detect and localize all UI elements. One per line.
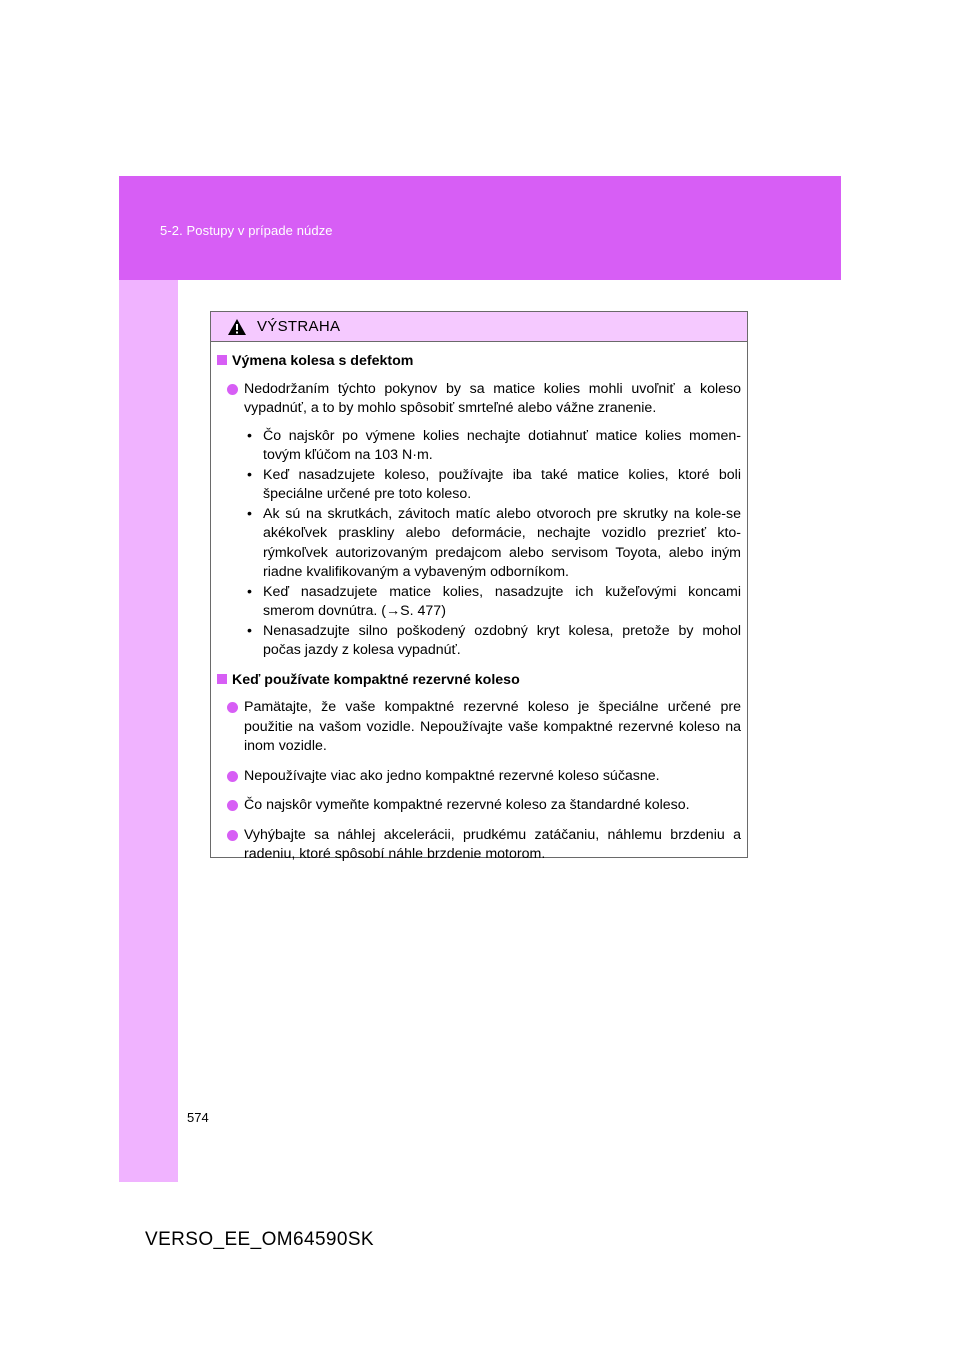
section-heading bbox=[217, 352, 741, 372]
warning-body bbox=[211, 342, 747, 865]
warning-item-text: Vyhýbajte sa náhlej akcelerácii, prudkému zatáčaniu, náhlemu brzdeniu a radeniu, ktoré spôsobí náhle brzdenie motorom. bbox=[244, 826, 741, 862]
bullet-dot-icon: • bbox=[247, 505, 252, 522]
bullet-text: Čo najskôr po výmene kolies nechajte dotiahnuť matice kolies momen-tovým kľúčom na 103 N·m. bbox=[263, 427, 741, 463]
square-bullet-icon bbox=[217, 674, 227, 684]
warning-box bbox=[210, 311, 748, 862]
bullet-dot-icon: • bbox=[247, 583, 252, 600]
bullet-text: Keď nasadzujete matice kolies, nasadzujte ich kužeľovými koncami smerom dovnútra. (→S. 477) bbox=[263, 583, 741, 619]
warning-item bbox=[217, 796, 741, 816]
section-heading bbox=[217, 671, 741, 691]
bullet-item bbox=[243, 505, 741, 583]
bullet-text: Nenasadzujte silno poškodený ozdobný kryt kolesa, pretože by mohol počas jazdy z kolesa vypadnúť. bbox=[263, 622, 741, 658]
bullet-dot-icon: • bbox=[247, 622, 252, 639]
warning-item-text: Nedodržaním týchto pokynov by sa matice kolies mohli uvoľniť a koleso vypadnúť, a to by mohlo spôsobiť smrteľné alebo vážne zranenie. bbox=[244, 380, 741, 416]
bullet-list bbox=[217, 427, 741, 661]
section-title: 5-2. Postupy v prípade núdze bbox=[160, 223, 333, 238]
warning-title: VÝSTRAHA bbox=[257, 318, 341, 335]
bullet-item bbox=[243, 622, 741, 661]
bullet-item bbox=[243, 427, 741, 466]
warning-item-text: Čo najskôr vymeňte kompaktné rezervné koleso za štandardné koleso. bbox=[244, 797, 690, 813]
square-bullet-icon bbox=[217, 355, 227, 365]
warning-item bbox=[217, 698, 741, 757]
warning-item bbox=[217, 380, 741, 419]
bullet-item bbox=[243, 583, 741, 622]
warning-item bbox=[217, 826, 741, 865]
section-heading-text: Keď používate kompaktné rezervné koleso bbox=[232, 671, 520, 688]
warning-header bbox=[211, 312, 747, 342]
bullet-text: Keď nasadzujete koleso, používajte iba také matice kolies, ktoré boli špeciálne určené pre toto koleso. bbox=[263, 466, 741, 502]
warning-triangle-icon bbox=[227, 318, 247, 336]
page-number: 574 bbox=[187, 1110, 209, 1125]
sidebar-band bbox=[119, 280, 178, 1182]
circle-bullet-icon bbox=[227, 800, 238, 811]
warning-item bbox=[217, 767, 741, 787]
section-heading-text: Výmena kolesa s defektom bbox=[232, 353, 414, 369]
bullet-item bbox=[243, 466, 741, 505]
bullet-text: Ak sú na skrutkách, závitoch matíc alebo otvoroch pre skrutky na kole-se akékoľvek praskliny alebo deformácie, nechajte vozidlo prezrieť kto-rýmkoľvek autorizovaným predajcom alebo servisom Toyota, alebo iným riadne kvalifikovaným a vybaveným odborníkom. bbox=[263, 505, 741, 580]
bullet-dot-icon: • bbox=[247, 427, 252, 444]
footer-code: VERSO_EE_OM64590SK bbox=[145, 1229, 374, 1250]
circle-bullet-icon bbox=[227, 384, 238, 395]
circle-bullet-icon bbox=[227, 771, 238, 782]
bullet-dot-icon: • bbox=[247, 466, 252, 483]
circle-bullet-icon bbox=[227, 702, 238, 713]
circle-bullet-icon bbox=[227, 830, 238, 841]
warning-item-text: Nepoužívajte viac ako jedno kompaktné rezervné koleso súčasne. bbox=[244, 767, 660, 784]
warning-item-text: Pamätajte, že vaše kompaktné rezervné koleso je špeciálne určené pre použitie na vašom vozidle. Nepoužívajte vaše kompaktné rezervné koleso na inom vozidle. bbox=[244, 699, 741, 754]
